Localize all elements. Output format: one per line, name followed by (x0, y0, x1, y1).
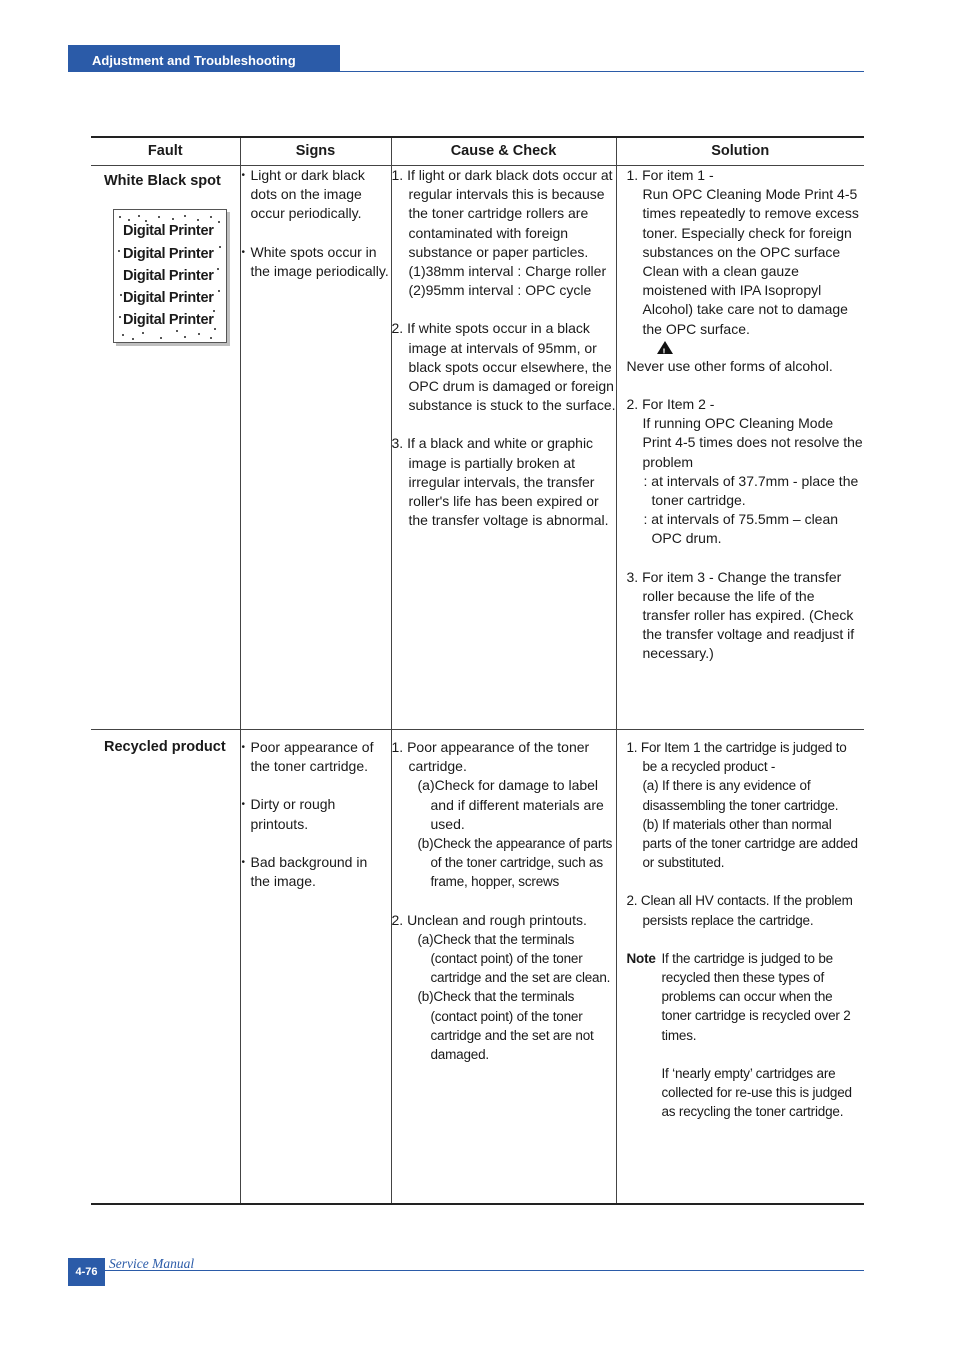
speckle-dot (160, 337, 162, 339)
page-number: 4-76 (68, 1258, 105, 1286)
sign-item: • Dirty or rough printouts. (241, 795, 391, 833)
sample-line: Digital Printer (123, 245, 214, 262)
spot-sample-illustration (113, 209, 227, 343)
sign-item: • Light or dark black dots on the image occur periodically. (241, 166, 391, 224)
fault-label: White Black spot (104, 173, 221, 189)
speckle-dot (184, 215, 186, 217)
solution-item1-head: 1. For item 1 - (626, 167, 714, 183)
signs-cell (240, 166, 391, 730)
solution-item2-sub: : at intervals of 37.7mm - place the toner cartridge. (643, 472, 859, 509)
column-header-fault: Fault (91, 137, 240, 166)
header-rule (68, 71, 864, 72)
cause-subitem: (b)Check that the terminals (contact point) of the toner cartridge and the set are not damaged. (417, 989, 594, 1063)
speckle-dot (119, 216, 121, 218)
manual-title: Service Manual (109, 1256, 195, 1271)
solution-item2-head: 2. For Item 2 - (626, 396, 715, 413)
column-header-solution: Solution (616, 137, 864, 166)
table-row (91, 166, 864, 730)
speckle-dot (122, 334, 124, 336)
column-header-signs: Signs (240, 137, 391, 166)
solution-item2: 2. Clean all HV contacts. If the problem persists replace the cartridge. (626, 893, 853, 928)
table-header-row (91, 137, 864, 166)
speckle-dot (210, 337, 212, 339)
solution-item1-body: Run OPC Cleaning Mode Print 4-5 times repeatedly to remove excess toner. Especially check for foreign substances on the OPC surface Clean with a clean gauze moistened with IPA Isopropyl Alcohol) take care not to damage the OPC surface. (642, 186, 859, 337)
section-header-tab: Adjustment and Troubleshooting (68, 45, 340, 72)
cause-subitem: (a)Check that the terminals (contact point) of the toner cartridge and the set are clean. (417, 931, 611, 986)
solution-item2-sub: : at intervals of 75.5mm – clean OPC drum. (643, 511, 839, 547)
speckle-dot (198, 333, 200, 335)
cause-cell (391, 166, 616, 730)
cause-item (392, 911, 616, 1065)
table-row (91, 730, 864, 1205)
cause-subitem: (b)Check the appearance of parts of the toner cartridge, such as frame, hopper, screws (417, 836, 613, 890)
speckle-dot (184, 336, 186, 338)
note-label: Note (626, 950, 656, 966)
cause-subitem: (2)95mm interval : OPC cycle (408, 282, 592, 299)
speckle-dot (138, 215, 140, 217)
sample-line: Digital Printer (123, 290, 214, 307)
warning-row (627, 339, 865, 357)
cause-subitem: (1)38mm interval : Charge roller (408, 263, 607, 280)
sample-line: Digital Printer (123, 312, 214, 329)
footer-rule (105, 1270, 864, 1271)
troubleshooting-table (91, 136, 864, 1205)
speckle-dot (142, 332, 144, 334)
fault-cell (91, 730, 240, 1205)
sign-item: • Poor appearance of the toner cartridge. (241, 738, 391, 776)
solution-item1-b: (b) If materials other than normal parts of the toner cartridge are added or substituted. (642, 816, 858, 871)
sign-item: • White spots occur in the image periodically. (241, 243, 391, 281)
cause-subitem: (a)Check for damage to label and if different materials are used. (417, 777, 604, 832)
cause-cell (391, 730, 616, 1205)
cause-item: 3. If a black and white or graphic image is partially broken at irregular intervals, the transfer roller's life has been expired or the transfer voltage is abnormal. (391, 435, 609, 529)
speckle-dot (118, 250, 120, 252)
warning-icon (657, 341, 673, 354)
note-text: If the cartridge is judged to be recycled then these types of problems can occur when the toner cartridge is recycled over 2 times. (661, 950, 851, 1043)
speckle-dot (120, 294, 122, 296)
cause-text: 1. Poor appearance of the toner cartridge. (391, 739, 590, 775)
solution-item2-body: If running OPC Cleaning Mode Print 4-5 times does not resolve the problem (642, 415, 863, 470)
speckle-dot (132, 338, 134, 340)
note-block (627, 949, 865, 1045)
speckle-dot (176, 330, 178, 332)
fault-cell (91, 166, 240, 730)
note-text-2: If ‘nearly empty’ cartridges are collected for re-use this is judged as recycling the toner cartridge. (661, 1065, 852, 1120)
signs-cell (240, 730, 391, 1205)
sample-line: Digital Printer (123, 267, 214, 284)
cause-text: 1. If light or dark black dots occur at regular intervals this is because the toner cartridge rollers are contaminated with foreign substance or paper particles. (391, 167, 613, 260)
solution-cell (616, 730, 864, 1205)
warning-text: Never use other forms of alcohol. (626, 357, 833, 374)
sample-line: Digital Printer (123, 223, 214, 240)
solution-cell (616, 166, 864, 730)
cause-text: 2. Unclean and rough printouts. (391, 911, 587, 928)
solution-item1-a: (a) If there is any evidence of disassembling the toner cartridge. (642, 778, 839, 813)
solution-item3: 3. For item 3 - Change the transfer roller because the life of the transfer roller has expired. (Check the transfer voltage and readjust if necessary.) (626, 568, 855, 662)
fault-label: Recycled product (104, 739, 226, 755)
sign-item: • Bad background in the image. (241, 853, 391, 891)
cause-item (392, 738, 616, 892)
speckle-dot (158, 216, 160, 218)
cause-item: 2. If white spots occur in a black image at intervals of 95mm, or black spots occur elsewhere, the OPC drum is damaged or foreign substance is stuck to the surface. (391, 320, 616, 414)
speckle-dot (119, 316, 121, 318)
cause-item (392, 166, 616, 300)
solution-item1: 1. For Item 1 the cartridge is judged to be a recycled product - (626, 740, 847, 775)
speckle-dot (210, 216, 212, 218)
column-header-cause: Cause & Check (391, 137, 616, 166)
